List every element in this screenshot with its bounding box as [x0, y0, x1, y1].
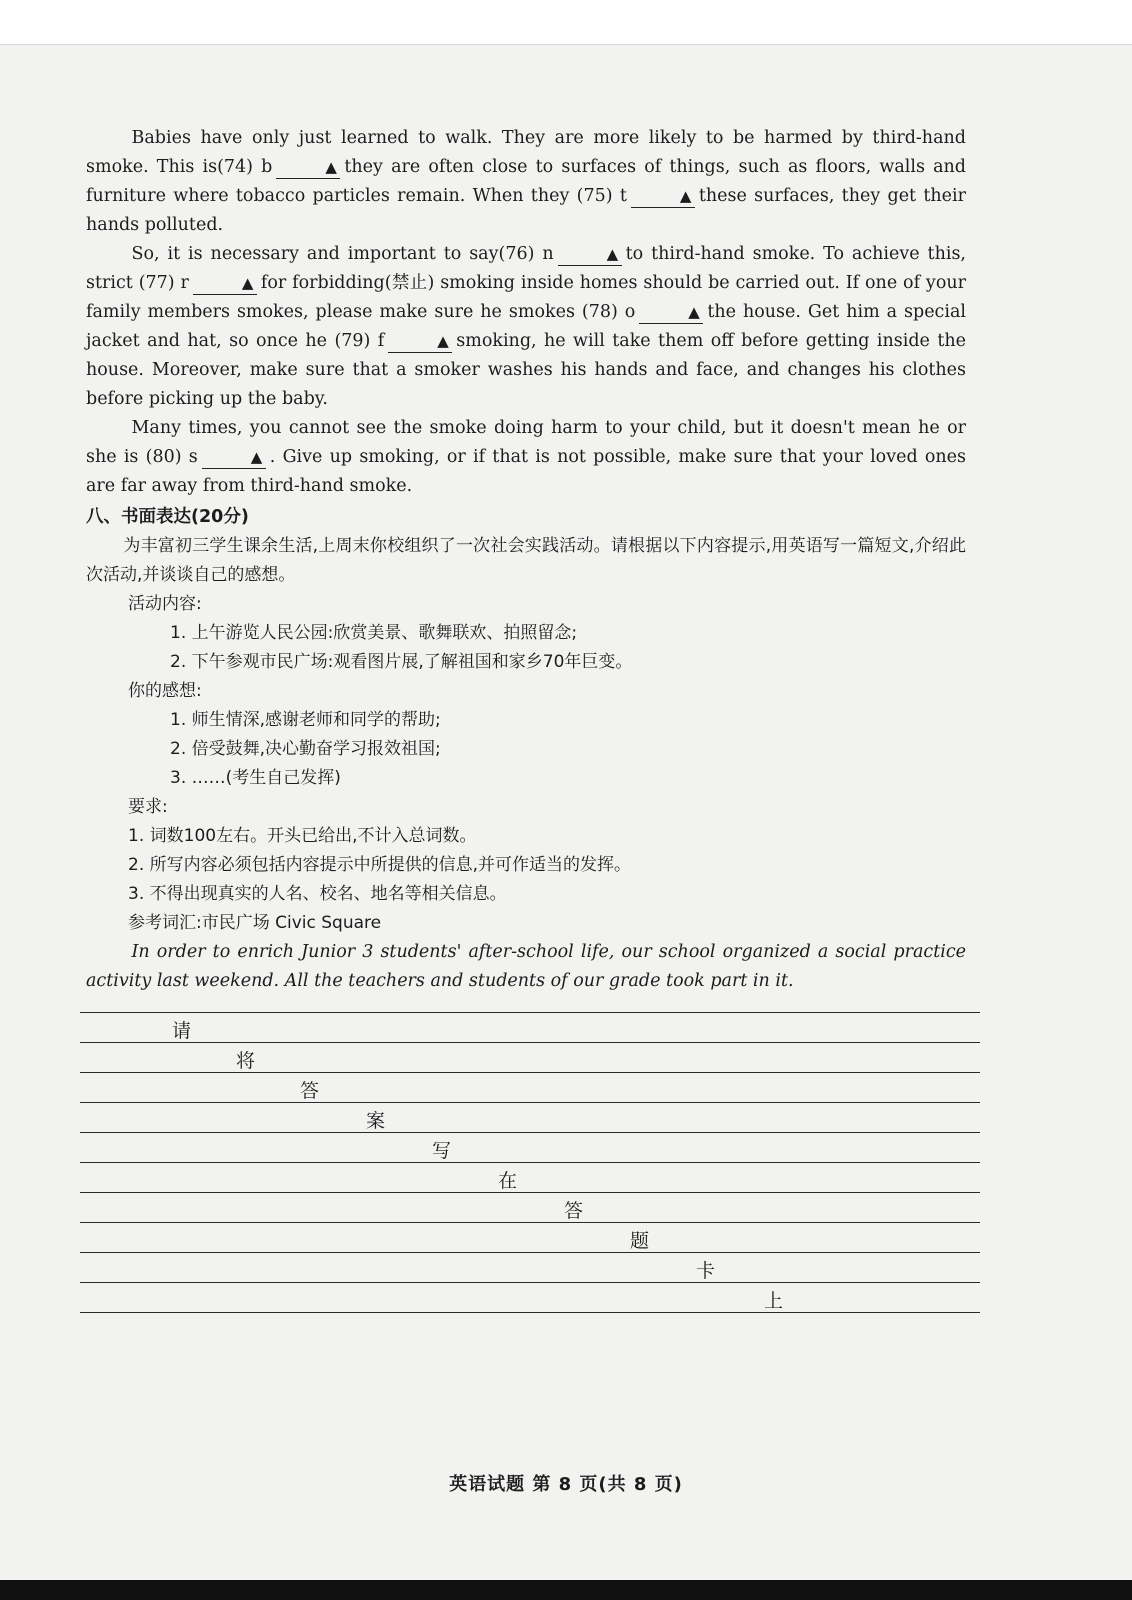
- passage-text: they are often close to surfaces of things, such as floors, walls and furniture where tobacco particles remain. When they: [86, 157, 966, 206]
- feeling-item: 1. 师生情深,感谢老师和同学的帮助;: [170, 710, 441, 730]
- blank-label-74: (74) b: [217, 157, 273, 177]
- triangle-icon: ▲: [250, 448, 263, 466]
- answer-hint-char: 卡: [696, 1260, 716, 1282]
- feeling-item: 3. ……(考生自己发挥): [170, 768, 341, 788]
- answer-line: [80, 1042, 980, 1043]
- content-label: 活动内容:: [128, 594, 202, 614]
- passage-text: to third-hand smoke. To achieve this, strict: [86, 244, 966, 293]
- triangle-icon: ▲: [325, 158, 337, 176]
- answer-hint-char: 上: [764, 1290, 784, 1312]
- passage-text: these surfaces, they get their hands polluted.: [86, 186, 966, 235]
- content-item: 2. 下午参观市民广场:观看图片展,了解祖国和家乡70年巨变。: [170, 652, 633, 672]
- answer-hint-char: 案: [366, 1110, 386, 1132]
- answer-hint-char: 答: [300, 1080, 320, 1102]
- answer-line: [80, 1162, 980, 1163]
- scan-top-edge: [0, 0, 1132, 45]
- passage-text: Many times, you cannot see the smoke doing harm to your child, but it doesn't mean he or she is: [86, 418, 966, 467]
- answer-hint-char: 请: [172, 1020, 192, 1042]
- blank-76: [558, 243, 622, 266]
- answer-lines: [80, 1012, 980, 1352]
- answer-line: [80, 1312, 980, 1313]
- blank-74: [276, 156, 340, 179]
- requirement-item: 3. 不得出现真实的人名、校名、地名等相关信息。: [128, 884, 507, 904]
- passage-paragraph-1: [86, 124, 966, 240]
- blank-75: [631, 185, 695, 208]
- passage-text: Babies have only just learned to walk. They are more likely to be harmed by third-hand smoke. This is: [86, 128, 966, 177]
- answer-line: [80, 1192, 980, 1193]
- content-item: 1. 上午游览人民公园:欣赏美景、歌舞联欢、拍照留念;: [170, 623, 578, 643]
- blank-label-75: (75) t: [576, 186, 627, 206]
- triangle-icon: ▲: [606, 245, 619, 263]
- page-footer: 英语试题 第 8 页(共 8 页): [449, 1474, 683, 1495]
- requirement-item: 1. 词数100左右。开头已给出,不计入总词数。: [128, 826, 477, 846]
- answer-line: [80, 1222, 980, 1223]
- answer-hint-char: 答: [564, 1200, 584, 1222]
- answer-line: [80, 1012, 980, 1013]
- answer-hint-char: 在: [498, 1170, 518, 1192]
- blank-78: [639, 301, 703, 324]
- blank-label-80: (80) s: [145, 447, 198, 467]
- answer-hint-char: 写: [432, 1140, 452, 1162]
- passage-text: . Give up smoking, or if that is not possible, make sure that your loved ones are far away from third-hand smoke.: [86, 447, 967, 496]
- scan-bottom-edge: [0, 1580, 1132, 1600]
- passage-text: So, it is necessary and important to say: [131, 244, 499, 264]
- blank-label-79: (79) f: [334, 331, 385, 351]
- vocabulary-hint: 参考词汇:市民广场 Civic Square: [128, 913, 382, 933]
- blank-label-78: (78) o: [581, 302, 636, 322]
- passage-text: the house. Get him a special jacket and hat, so once he: [86, 302, 966, 351]
- triangle-icon: ▲: [688, 303, 700, 321]
- writing-intro: 为丰富初三学生课余生活,上周末你校组织了一次社会实践活动。请根据以下内容提示,用英语写一篇短文,介绍此次活动,并谈谈自己的感想。: [86, 536, 966, 585]
- triangle-icon: ▲: [437, 332, 449, 350]
- triangle-icon: ▲: [679, 187, 692, 205]
- passage-paragraph-3: [86, 414, 966, 501]
- answer-line: [80, 1252, 980, 1253]
- triangle-icon: ▲: [241, 274, 254, 292]
- answer-line: [80, 1282, 980, 1283]
- blank-77: [193, 272, 257, 295]
- feeling-label: 你的感想:: [128, 681, 202, 701]
- passage-paragraph-2: [86, 240, 966, 414]
- passage-text: for forbidding(禁止) smoking inside homes should be carried out. If one of your family members smokes, please make sure he smokes: [86, 273, 966, 322]
- answer-line: [80, 1132, 980, 1133]
- blank-label-76: (76) n: [498, 244, 554, 264]
- answer-line: [80, 1102, 980, 1103]
- answer-line: [80, 1072, 980, 1073]
- section-title: 八、书面表达(20分): [86, 507, 249, 527]
- page-content: [86, 124, 966, 996]
- essay-opening: In order to enrich Junior 3 students' after-school life, our school organized a social practice activity last weekend. All the teachers and students of our grade took part in it.: [86, 942, 966, 991]
- answer-hint-char: 题: [630, 1230, 650, 1252]
- answer-hint-char: 将: [236, 1050, 256, 1072]
- blank-80: [202, 446, 266, 469]
- requirements-label: 要求:: [128, 797, 168, 817]
- passage-text: smoking, he will take them off before getting inside the house. Moreover, make sure that a smoker washes his hands and face, and changes his clothes before picking up the baby.: [86, 331, 966, 409]
- feeling-item: 2. 倍受鼓舞,决心勤奋学习报效祖国;: [170, 739, 441, 759]
- requirement-item: 2. 所写内容必须包括内容提示中所提供的信息,并可作适当的发挥。: [128, 855, 632, 875]
- blank-label-77: (77) r: [138, 273, 189, 293]
- blank-79: [388, 330, 452, 353]
